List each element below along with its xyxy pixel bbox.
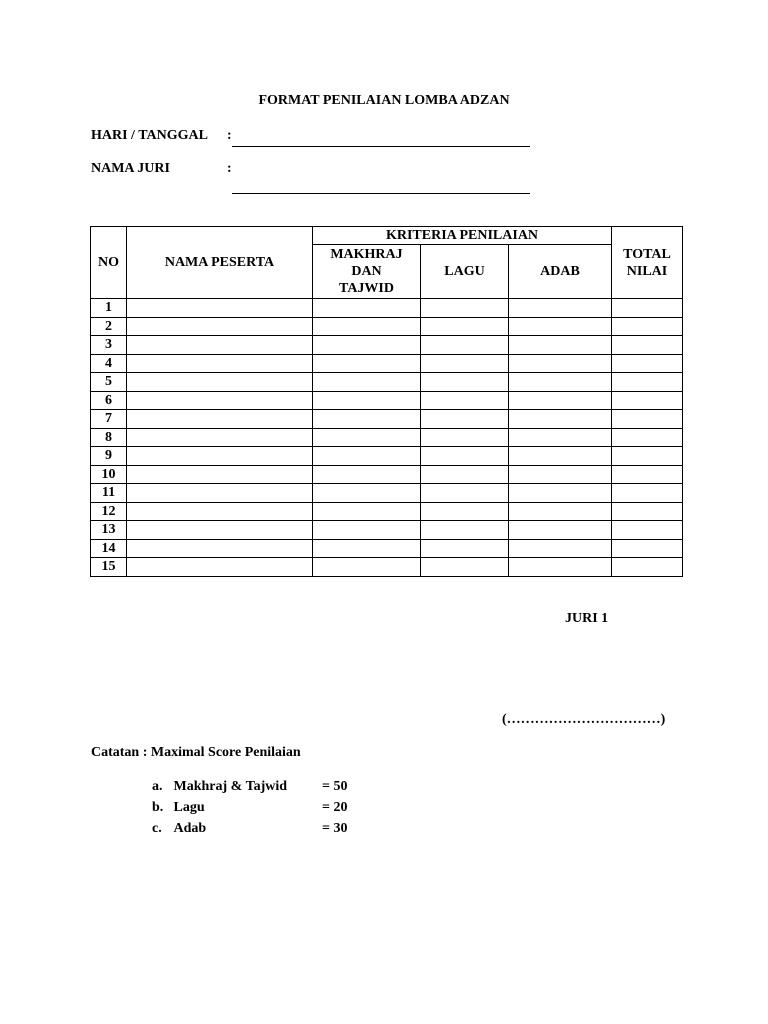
row-total-cell[interactable] [612, 299, 683, 318]
judge-name-label: NAMA JURI [91, 161, 170, 176]
row-nama-peserta-cell[interactable] [127, 521, 313, 540]
row-number: 1 [91, 299, 127, 318]
row-nama-peserta-cell[interactable] [127, 465, 313, 484]
signature-juri-label: JURI 1 [565, 611, 609, 626]
note-item [152, 821, 347, 837]
header-total-line2: NILAI [626, 263, 668, 279]
header-adab: ADAB [509, 245, 612, 299]
row-makhraj-cell[interactable] [313, 428, 421, 447]
note-item-score: = 30 [322, 821, 348, 836]
note-item-letter: a. [152, 779, 163, 794]
row-makhraj-cell[interactable] [313, 299, 421, 318]
note-item-name: Lagu [173, 800, 205, 815]
row-total-cell[interactable] [612, 465, 683, 484]
header-makhraj-tajwid [313, 245, 421, 299]
row-total-cell[interactable] [612, 391, 683, 410]
table-row [91, 484, 683, 503]
note-item-letter: b. [152, 800, 164, 815]
row-makhraj-cell[interactable] [313, 336, 421, 355]
row-lagu-cell[interactable] [421, 484, 509, 503]
row-nama-peserta-cell[interactable] [127, 391, 313, 410]
table-row [91, 428, 683, 447]
table-row [91, 410, 683, 429]
table-row [91, 299, 683, 318]
row-number: 10 [91, 465, 127, 484]
row-lagu-cell[interactable] [421, 502, 509, 521]
notes-heading: Catatan : Maximal Score Penilaian [91, 745, 301, 760]
page-title: FORMAT PENILAIAN LOMBA ADZAN [258, 93, 510, 108]
row-total-cell[interactable] [612, 428, 683, 447]
note-item [152, 800, 347, 816]
row-number: 11 [91, 484, 127, 503]
row-nama-peserta-cell[interactable] [127, 539, 313, 558]
row-makhraj-cell[interactable] [313, 539, 421, 558]
row-nama-peserta-cell[interactable] [127, 354, 313, 373]
note-item-letter: c. [152, 821, 162, 836]
row-makhraj-cell[interactable] [313, 521, 421, 540]
row-makhraj-cell[interactable] [313, 447, 421, 466]
row-number: 14 [91, 539, 127, 558]
row-total-cell[interactable] [612, 484, 683, 503]
header-no: NO [91, 227, 127, 299]
row-adab-cell[interactable] [509, 428, 612, 447]
row-makhraj-cell[interactable] [313, 391, 421, 410]
judge-name-colon: : [227, 161, 232, 176]
row-lagu-cell[interactable] [421, 354, 509, 373]
row-number: 8 [91, 428, 127, 447]
date-field-blank-line [232, 146, 530, 147]
row-adab-cell[interactable] [509, 465, 612, 484]
table-row [91, 336, 683, 355]
row-adab-cell[interactable] [509, 299, 612, 318]
row-nama-peserta-cell[interactable] [127, 428, 313, 447]
row-adab-cell[interactable] [509, 521, 612, 540]
note-item-name: Makhraj & Tajwid [173, 779, 288, 794]
table-row [91, 539, 683, 558]
row-number: 13 [91, 521, 127, 540]
score-table [90, 226, 683, 577]
row-lagu-cell[interactable] [421, 447, 509, 466]
row-makhraj-cell[interactable] [313, 502, 421, 521]
row-number: 5 [91, 373, 127, 392]
date-field-label: HARI / TANGGAL [91, 128, 208, 143]
row-nama-peserta-cell[interactable] [127, 410, 313, 429]
table-row [91, 521, 683, 540]
row-nama-peserta-cell[interactable] [127, 373, 313, 392]
table-row [91, 558, 683, 577]
note-item-name: Adab [173, 821, 207, 836]
row-adab-cell[interactable] [509, 484, 612, 503]
row-adab-cell[interactable] [509, 558, 612, 577]
row-number: 15 [91, 558, 127, 577]
note-item-score: = 20 [322, 800, 348, 815]
table-row [91, 317, 683, 336]
row-number: 4 [91, 354, 127, 373]
row-total-cell[interactable] [612, 354, 683, 373]
row-adab-cell[interactable] [509, 539, 612, 558]
row-adab-cell[interactable] [509, 410, 612, 429]
row-lagu-cell[interactable] [421, 465, 509, 484]
row-adab-cell[interactable] [509, 373, 612, 392]
header-kriteria-penilaian: KRITERIA PENILAIAN [313, 227, 612, 245]
header-makhraj-line3: TAJWID [339, 281, 394, 296]
row-total-cell[interactable] [612, 502, 683, 521]
row-adab-cell[interactable] [509, 391, 612, 410]
row-lagu-cell[interactable] [421, 558, 509, 577]
row-lagu-cell[interactable] [421, 539, 509, 558]
row-lagu-cell[interactable] [421, 521, 509, 540]
row-lagu-cell[interactable] [421, 410, 509, 429]
row-lagu-cell[interactable] [421, 317, 509, 336]
row-lagu-cell[interactable] [421, 336, 509, 355]
note-item-score: = 50 [322, 779, 348, 794]
row-nama-peserta-cell[interactable] [127, 299, 313, 318]
row-nama-peserta-cell[interactable] [127, 484, 313, 503]
row-adab-cell[interactable] [509, 317, 612, 336]
row-adab-cell[interactable] [509, 354, 612, 373]
table-row [91, 447, 683, 466]
row-total-cell[interactable] [612, 539, 683, 558]
table-row [91, 391, 683, 410]
row-lagu-cell[interactable] [421, 373, 509, 392]
row-makhraj-cell[interactable] [313, 410, 421, 429]
header-makhraj-line1: MAKHRAJ [330, 247, 403, 262]
row-nama-peserta-cell[interactable] [127, 447, 313, 466]
row-makhraj-cell[interactable] [313, 558, 421, 577]
table-row [91, 465, 683, 484]
header-total-nilai [612, 227, 683, 299]
table-body [91, 299, 683, 577]
row-total-cell[interactable] [612, 373, 683, 392]
row-total-cell[interactable] [612, 558, 683, 577]
row-number: 6 [91, 391, 127, 410]
row-total-cell[interactable] [612, 410, 683, 429]
header-makhraj-line2: DAN [351, 264, 382, 279]
row-nama-peserta-cell[interactable] [127, 558, 313, 577]
row-makhraj-cell[interactable] [313, 465, 421, 484]
row-nama-peserta-cell[interactable] [127, 317, 313, 336]
row-adab-cell[interactable] [509, 502, 612, 521]
row-number: 2 [91, 317, 127, 336]
row-makhraj-cell[interactable] [313, 373, 421, 392]
row-adab-cell[interactable] [509, 336, 612, 355]
row-adab-cell[interactable] [509, 447, 612, 466]
row-lagu-cell[interactable] [421, 391, 509, 410]
row-makhraj-cell[interactable] [313, 317, 421, 336]
row-makhraj-cell[interactable] [313, 484, 421, 503]
table-row [91, 354, 683, 373]
row-makhraj-cell[interactable] [313, 354, 421, 373]
row-total-cell[interactable] [612, 447, 683, 466]
row-total-cell[interactable] [612, 521, 683, 540]
note-item [152, 779, 347, 795]
row-total-cell[interactable] [612, 336, 683, 355]
row-number: 12 [91, 502, 127, 521]
header-nama-peserta: NAMA PESERTA [127, 227, 313, 299]
row-number: 3 [91, 336, 127, 355]
row-lagu-cell[interactable] [421, 299, 509, 318]
date-field-colon: : [227, 128, 232, 143]
signature-blank: (……………………………) [502, 712, 666, 727]
header-lagu: LAGU [421, 245, 509, 299]
row-nama-peserta-cell[interactable] [127, 336, 313, 355]
row-number: 9 [91, 447, 127, 466]
row-lagu-cell[interactable] [421, 428, 509, 447]
row-nama-peserta-cell[interactable] [127, 502, 313, 521]
table-row [91, 373, 683, 392]
header-total-line1: TOTAL [623, 246, 671, 262]
judge-name-blank-line [232, 193, 530, 194]
table-header-row [91, 227, 683, 245]
table-row [91, 502, 683, 521]
row-number: 7 [91, 410, 127, 429]
row-total-cell[interactable] [612, 317, 683, 336]
